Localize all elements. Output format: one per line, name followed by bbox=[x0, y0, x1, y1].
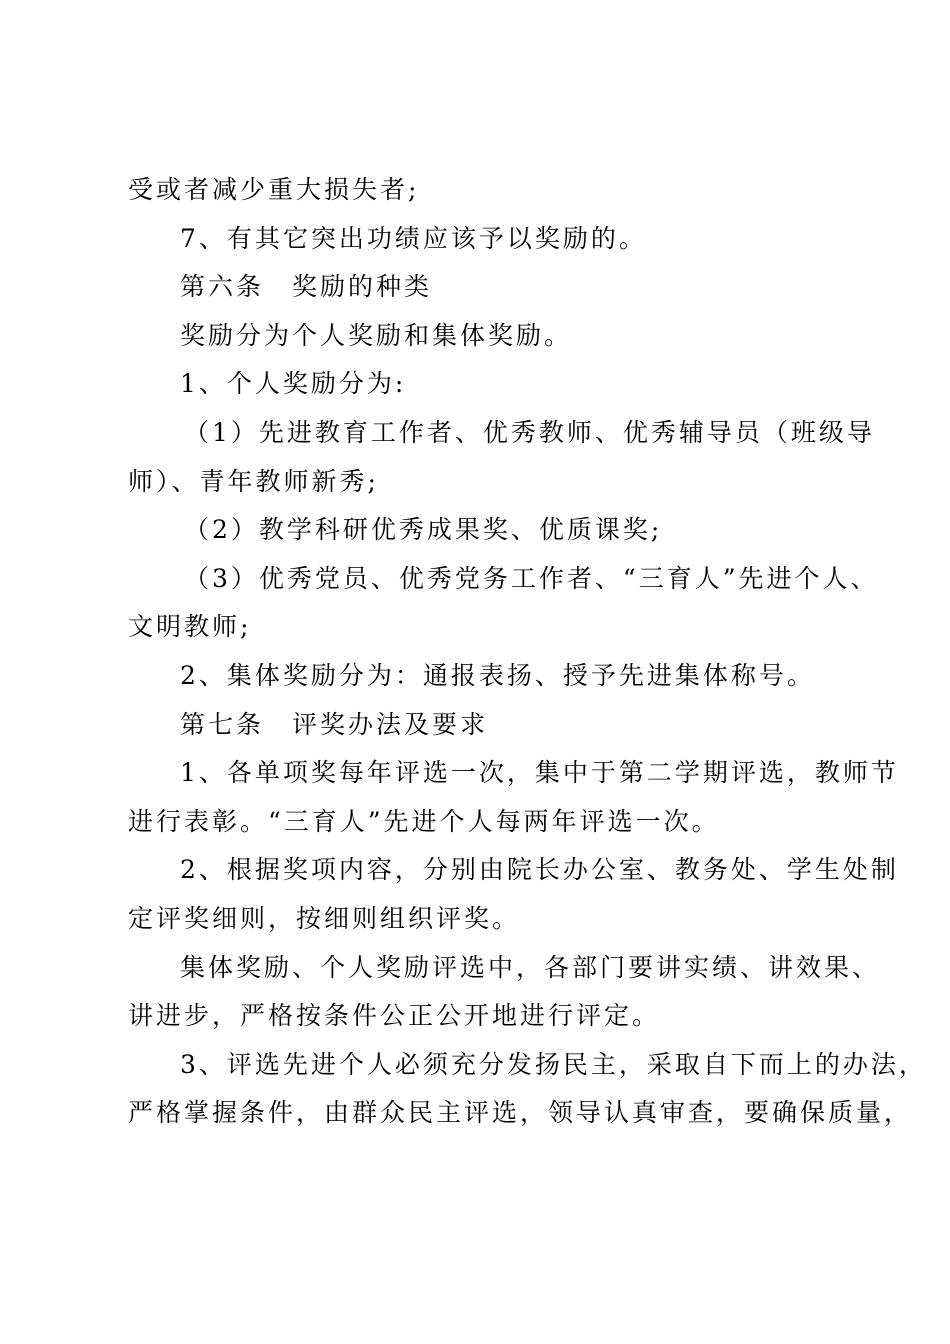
text-line: 1、个人奖励分为: bbox=[180, 369, 407, 399]
text-line: 严格掌握条件，由群众民主评选，领导认真审查，要确保质量， bbox=[128, 1098, 913, 1128]
text-line: 集体奖励、个人奖励评选中，各部门要讲实绩、讲效果、 bbox=[180, 952, 881, 982]
text-line: 1、各单项奖每年评选一次，集中于第二学期评选，教师节 bbox=[180, 758, 899, 788]
text-line: （3）优秀党员、优秀党务工作者、“三育人”先进个人、 bbox=[184, 563, 879, 593]
text-line: 文明教师; bbox=[128, 612, 252, 642]
text-line: 7、有其它突出功绩应该予以奖励的。 bbox=[180, 223, 647, 253]
text-line: 师）、青年教师新秀; bbox=[128, 466, 379, 496]
text-line: 奖励分为个人奖励和集体奖励。 bbox=[180, 320, 573, 350]
text-line: 讲进步，严格按条件公正公开地进行评定。 bbox=[128, 1001, 661, 1031]
text-line: 定评奖细则，按细则组织评奖。 bbox=[128, 903, 521, 933]
text-line: （1）先进教育工作者、优秀教师、优秀辅导员（班级导 bbox=[184, 417, 875, 447]
text-line: （2）教学科研优秀成果奖、优质课奖; bbox=[184, 515, 663, 545]
article-heading: 第六条 奖励的种类 bbox=[180, 272, 433, 302]
document-body bbox=[128, 166, 927, 1138]
text-line: 进行表彰。“三育人”先进个人每两年评选一次。 bbox=[128, 806, 720, 836]
text-line: 受或者减少重大损失者; bbox=[128, 175, 420, 204]
text-line: 2、集体奖励分为：通报表扬、授予先进集体称号。 bbox=[180, 660, 815, 690]
text-line: 3、评选先进个人必须充分发扬民主，采取自下而上的办法， bbox=[180, 1049, 927, 1079]
article-heading: 第七条 评奖办法及要求 bbox=[180, 709, 489, 739]
text-line: 2、根据奖项内容，分别由院长办公室、教务处、学生处制 bbox=[180, 855, 899, 885]
